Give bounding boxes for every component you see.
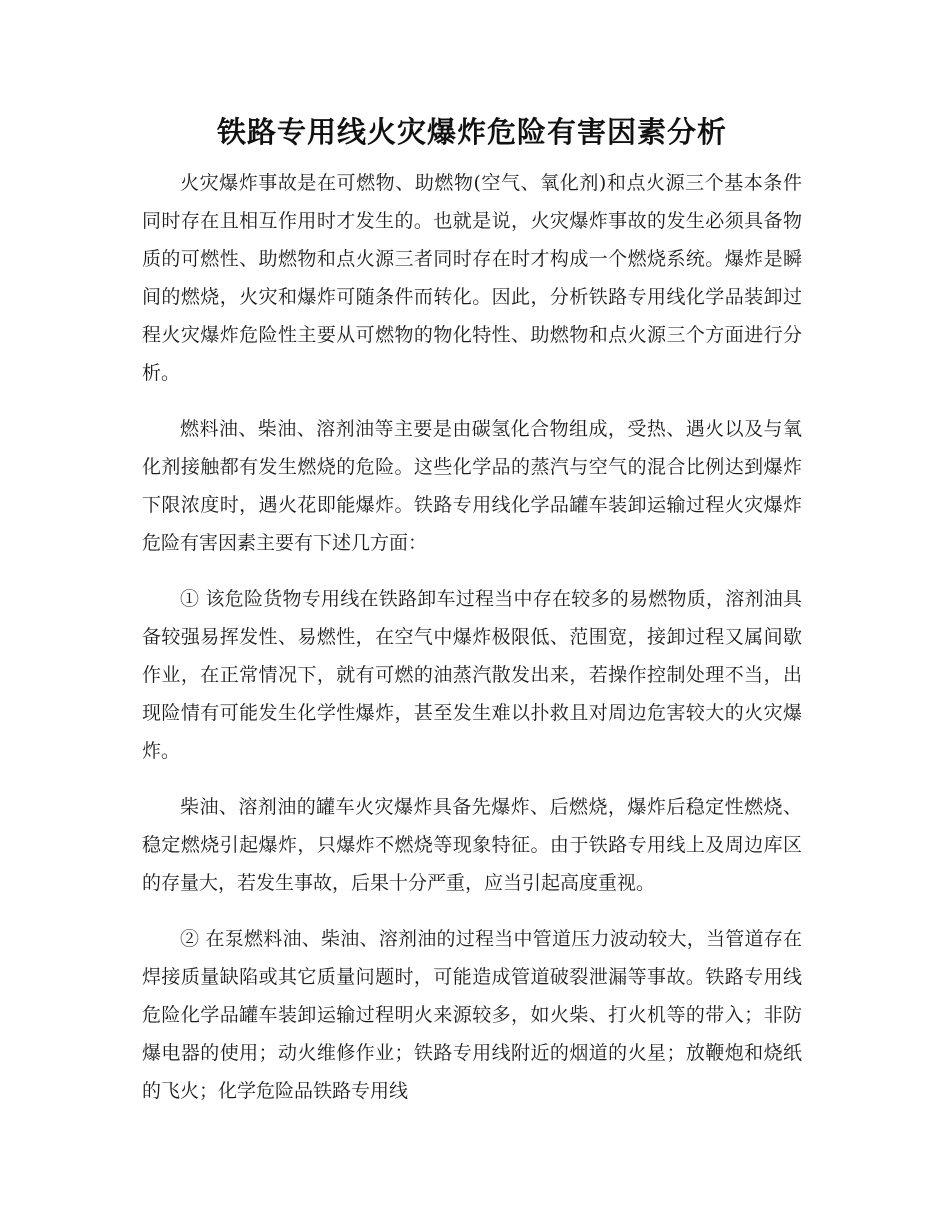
paragraph-item-2: ② 在泵燃料油、柴油、溶剂油的过程当中管道压力波动较大，当管道存在焊接质量缺陷或其它质量问题时，可能造成管道破裂泄漏等事故。铁路专用线危险化学品罐车装卸运输过程明火来源较多，如火柴、打火机等的带入；非防爆电器的使用；动火维修作业；铁路专用线附近的烟道的火星；放鞭炮和烧纸的飞火；化学危险品铁路专用线	[142, 928, 802, 1102]
paragraph-explosion-features: 柴油、溶剂油的罐车火灾爆炸具备先爆炸、后燃烧，爆炸后稳定性燃烧、稳定燃烧引起爆炸，只爆炸不燃烧等现象特征。由于铁路专用线上及周边库区的存量大，若发生事故，后果十分严重，应当引起高度重视。	[142, 796, 802, 894]
paragraph-intro: 火灾爆炸事故是在可燃物、助燃物(空气、氧化剂)和点火源三个基本条件同时存在且相互作用时才发生的。也就是说，火灾爆炸事故的发生必须具备物质的可燃性、助燃物和点火源三者同时存在时才构成一个燃烧系统。爆炸是瞬间的燃烧，火灾和爆炸可随条件而转化。因此，分析铁路专用线化学品装卸过程火灾爆炸危险性主要从可燃物的物化特性、助燃物和点火源三个方面进行分析。	[142, 172, 802, 384]
paragraph-fuel-hazards: 燃料油、柴油、溶剂油等主要是由碳氢化合物组成，受热、遇火以及与氧化剂接触都有发生燃烧的危险。这些化学品的蒸汽与空气的混合比例达到爆炸下限浓度时，遇火花即能爆炸。铁路专用线化学品罐车装卸运输过程火灾爆炸危险有害因素主要有下述几方面：	[142, 418, 802, 554]
document-page	[142, 108, 802, 1110]
document-title: 铁路专用线火灾爆炸危险有害因素分析	[216, 115, 727, 149]
paragraph-item-1: ① 该危险货物专用线在铁路卸车过程当中存在较多的易燃物质，溶剂油具备较强易挥发性、易燃性，在空气中爆炸极限低、范围宽，接卸过程又属间歇作业，在正常情况下，就有可燃的油蒸汽散发出来，若操作控制处理不当，出现险情有可能发生化学性爆炸，甚至发生难以扑救且对周边危害较大的火灾爆炸。	[142, 588, 802, 762]
